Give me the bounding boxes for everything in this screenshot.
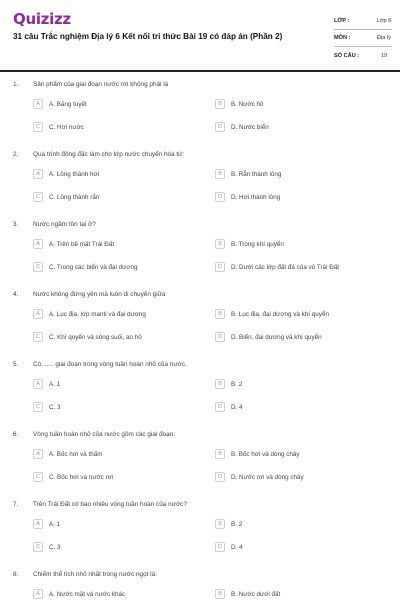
option-text: A. 1 xyxy=(49,520,61,528)
answer-option-b[interactable] xyxy=(215,519,242,529)
quizizz-logo: Quizizz xyxy=(13,10,71,28)
option-text: A. Lỏng thành hơi xyxy=(49,170,99,178)
meta-value: 19 xyxy=(380,52,388,59)
answer-option-d[interactable] xyxy=(215,402,243,412)
option-text: D. Dưới các lớp đất đá của vỏ Trái Đất xyxy=(231,263,340,271)
option-text: B. Nước dưới đất xyxy=(231,590,281,598)
option-text: C. Lỏng thành rắn xyxy=(49,193,100,201)
meta-key: LỚP : xyxy=(334,18,350,24)
answer-option-a[interactable] xyxy=(33,589,125,599)
answer-option-c[interactable] xyxy=(33,192,99,202)
question-text: Trên Trái Đất có bao nhiêu vòng tuần hoàn của nước? xyxy=(33,501,187,508)
option-letter-box: C xyxy=(33,192,43,202)
answer-option-c[interactable] xyxy=(33,122,84,132)
option-letter-box: C xyxy=(33,402,43,412)
option-text: B. Rắn thành lỏng xyxy=(231,170,282,178)
option-letter-box: A xyxy=(33,589,43,599)
option-letter-box: D xyxy=(215,332,225,342)
question-item xyxy=(0,357,400,427)
answer-option-d[interactable] xyxy=(215,192,280,202)
question-stem xyxy=(13,221,96,228)
option-letter-box: B xyxy=(215,519,225,529)
option-text: C. Bốc hơi và nước rơi xyxy=(49,473,114,481)
question-item xyxy=(0,147,400,217)
question-text: Sản phẩm của giai đoạn nước rơi không phải là xyxy=(33,81,169,88)
answer-option-b[interactable] xyxy=(215,589,280,599)
option-text: C. 3 xyxy=(49,543,61,551)
answer-option-c[interactable] xyxy=(33,542,61,552)
option-letter-box: D xyxy=(215,542,225,552)
meta-row-subject xyxy=(334,30,392,47)
option-letter-box: D xyxy=(215,402,225,412)
question-number: 8. xyxy=(13,571,19,578)
question-text: Vòng tuần hoàn nhỏ của nước gồm các giai đoạn: xyxy=(33,431,176,438)
answer-option-a[interactable] xyxy=(33,309,146,319)
question-number: 2. xyxy=(13,151,19,158)
option-letter-box: B xyxy=(215,449,225,459)
option-letter-box: B xyxy=(215,99,225,109)
option-text: B. 2 xyxy=(231,520,243,528)
answer-option-b[interactable] xyxy=(215,379,242,389)
option-letter-box: C xyxy=(33,122,43,132)
option-letter-box: C xyxy=(33,332,43,342)
option-text: A. Nước mặt và nước khác xyxy=(49,590,126,598)
question-item xyxy=(0,217,400,287)
option-letter-box: A xyxy=(33,309,43,319)
answer-option-d[interactable] xyxy=(215,472,304,482)
answer-option-a[interactable] xyxy=(33,449,102,459)
answer-option-b[interactable] xyxy=(215,99,264,109)
option-letter-box: A xyxy=(33,99,43,109)
option-text: A. Bốc hơi và thấm xyxy=(49,450,103,458)
option-letter-box: B xyxy=(215,239,225,249)
option-letter-box: B xyxy=(215,169,225,179)
worksheet-header xyxy=(0,0,400,66)
option-text: A. 1 xyxy=(49,380,61,388)
option-letter-box: C xyxy=(33,472,43,482)
option-text: B. 2 xyxy=(231,380,243,388)
answer-option-a[interactable] xyxy=(33,99,87,109)
meta-row-count xyxy=(334,47,392,64)
answer-option-c[interactable] xyxy=(33,262,138,272)
option-text: D. Nước biển xyxy=(231,123,269,131)
header-divider xyxy=(0,70,400,72)
option-text: C. Hơi nước xyxy=(49,123,84,131)
question-text: Nước ngầm tồn tại ở? xyxy=(33,221,96,228)
option-letter-box: D xyxy=(215,262,225,272)
meta-value: Lớp 6 xyxy=(376,18,392,24)
option-text: A. Băng tuyết xyxy=(49,100,87,108)
option-text: D. 4 xyxy=(231,543,243,551)
option-letter-box: D xyxy=(215,122,225,132)
question-number: 1. xyxy=(13,81,19,88)
option-text: C. Khí quyển và sông suối, ao hồ xyxy=(49,333,142,341)
answer-option-d[interactable] xyxy=(215,542,243,552)
answer-option-c[interactable] xyxy=(33,472,113,482)
question-stem xyxy=(13,81,168,88)
option-letter-box: A xyxy=(33,519,43,529)
meta-row-class xyxy=(334,13,392,30)
option-text: B. Lục địa, đại dương và khí quyển xyxy=(231,310,329,318)
question-stem xyxy=(13,291,166,298)
option-text: D. Hơi thành lỏng xyxy=(231,193,281,201)
answer-option-a[interactable] xyxy=(33,169,99,179)
question-stem xyxy=(13,431,175,438)
option-text: B. Bốc hơi và dòng chảy xyxy=(231,450,300,458)
option-text: A. Trên bề mặt Trái Đất xyxy=(49,240,115,248)
question-text: Có....... giai đoạn trong vòng tuần hoàn nhỏ của nước. xyxy=(33,361,187,368)
option-text: A. Lục địa, lớp manti và đại dương xyxy=(49,310,146,318)
option-letter-box: D xyxy=(215,192,225,202)
option-letter-box: C xyxy=(33,262,43,272)
option-text: D. 4 xyxy=(231,403,243,411)
question-stem xyxy=(13,361,187,368)
option-letter-box: A xyxy=(33,449,43,459)
option-letter-box: C xyxy=(33,542,43,552)
question-stem xyxy=(13,151,184,158)
question-stem xyxy=(13,571,157,578)
question-number: 7. xyxy=(13,501,19,508)
meta-key: SỐ CÂU : xyxy=(334,52,360,59)
option-text: C. Trong các biển và đại dương xyxy=(49,263,138,271)
answer-option-b[interactable] xyxy=(215,449,300,459)
answer-option-a[interactable] xyxy=(33,379,60,389)
option-letter-box: B xyxy=(215,379,225,389)
answer-option-a[interactable] xyxy=(33,239,114,249)
worksheet-meta xyxy=(334,13,392,64)
option-letter-box: D xyxy=(215,472,225,482)
question-number: 4. xyxy=(13,291,19,298)
question-text: Nước không đứng yên mà luôn di chuyển giữa xyxy=(33,291,166,298)
question-item xyxy=(0,287,400,357)
answer-option-d[interactable] xyxy=(215,332,322,342)
question-number: 5. xyxy=(13,361,19,368)
option-letter-box: B xyxy=(215,309,225,319)
option-text: B. Trong khí quyển xyxy=(231,240,284,248)
option-text: B. Nước hồ xyxy=(231,100,264,108)
option-letter-box: B xyxy=(215,589,225,599)
option-letter-box: A xyxy=(33,379,43,389)
option-letter-box: A xyxy=(33,169,43,179)
worksheet-title: 31 câu Trắc nghiệm Địa lý 6 Kết nối tri thức Bài 19 có đáp án (Phần 2) xyxy=(13,32,283,41)
meta-key: MÔN : xyxy=(334,35,351,41)
meta-value: Địa lý xyxy=(377,35,391,41)
answer-option-b[interactable] xyxy=(215,309,329,319)
question-item xyxy=(0,427,400,497)
question-text: Quá trình đông đặc làm cho lớp nước chuyển hóa từ: xyxy=(33,151,185,158)
question-stem xyxy=(13,501,187,508)
option-text: D. Biển, đại dương và khí quyển xyxy=(231,333,322,341)
answer-option-c[interactable] xyxy=(33,402,61,412)
question-item xyxy=(0,77,400,147)
answer-option-d[interactable] xyxy=(215,262,339,272)
answer-option-b[interactable] xyxy=(215,239,284,249)
question-text: Chiếm thể tích nhỏ nhất trong nước ngọt là: xyxy=(33,571,157,578)
option-text: D. Nước rơi và dòng chảy xyxy=(231,473,304,481)
answer-option-a[interactable] xyxy=(33,519,60,529)
answer-option-c[interactable] xyxy=(33,332,142,342)
question-number: 6. xyxy=(13,431,19,438)
question-item xyxy=(0,567,400,600)
question-number: 3. xyxy=(13,221,19,228)
option-letter-box: A xyxy=(33,239,43,249)
option-text: C. 3 xyxy=(49,403,61,411)
question-item xyxy=(0,497,400,567)
answer-option-b[interactable] xyxy=(215,169,281,179)
question-list xyxy=(0,77,400,600)
answer-option-d[interactable] xyxy=(215,122,269,132)
